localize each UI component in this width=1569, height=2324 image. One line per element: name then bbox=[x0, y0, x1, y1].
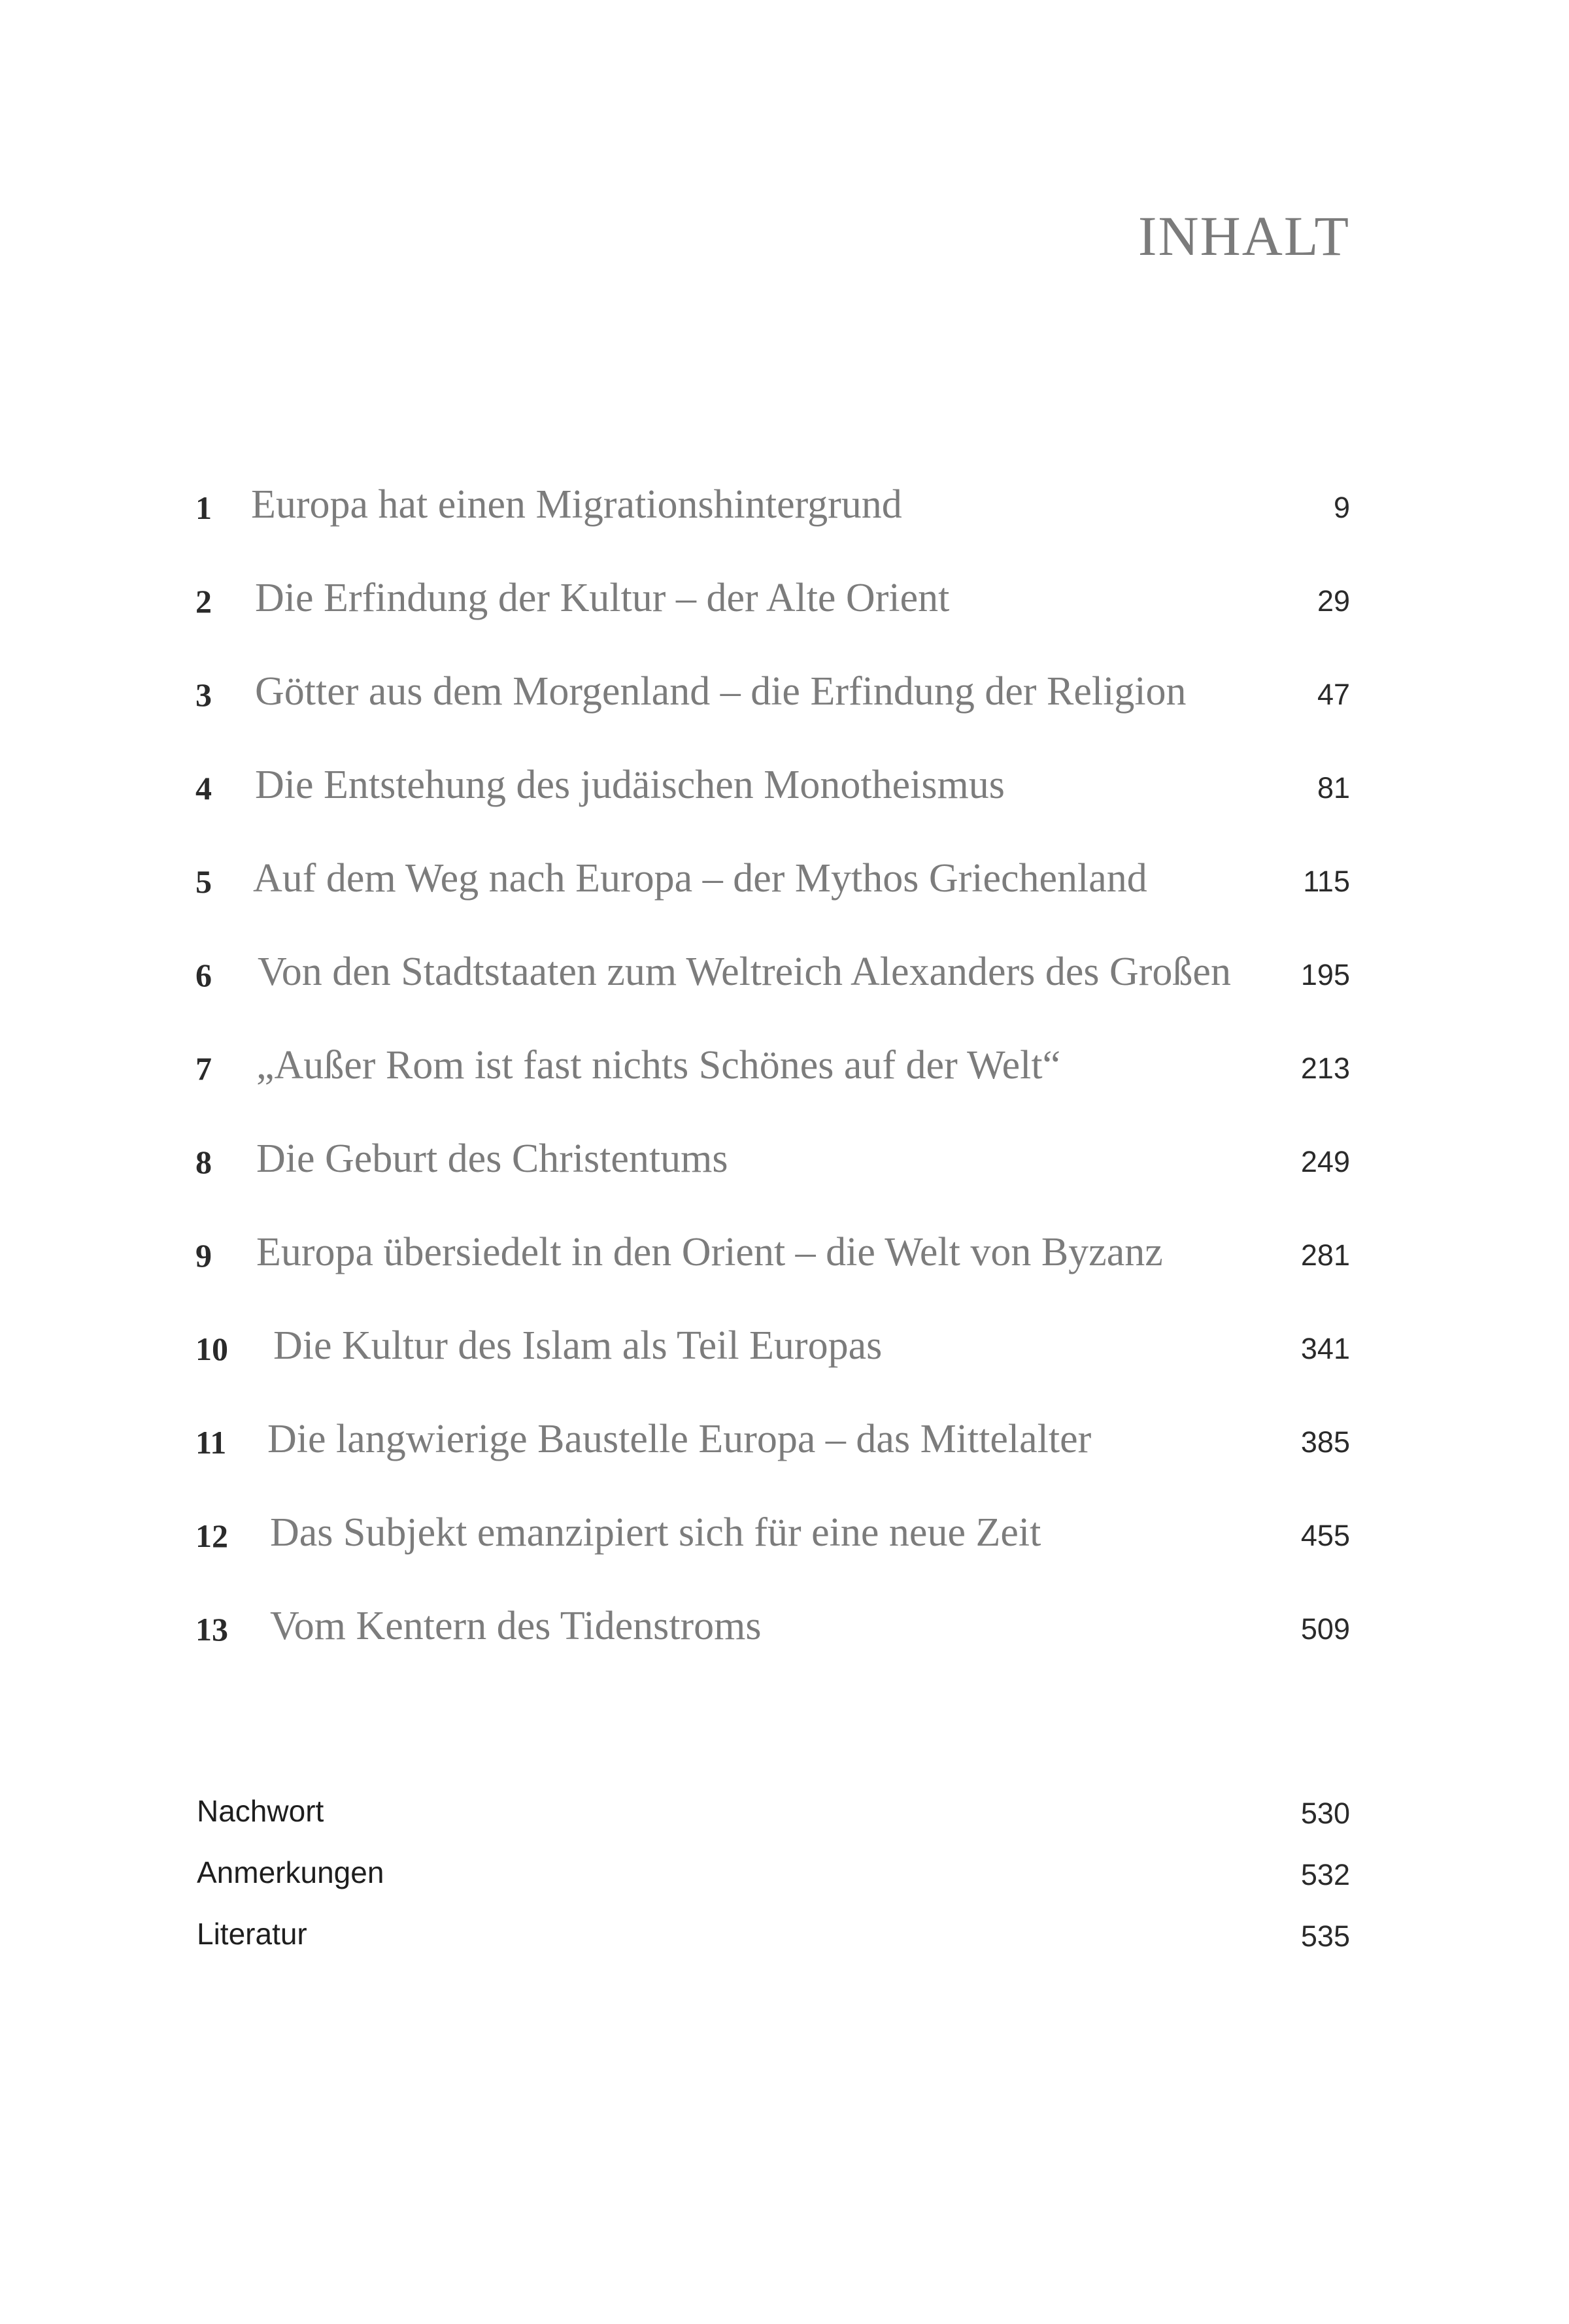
back-matter-list bbox=[197, 1796, 1350, 1980]
chapter-title: Die langwierige Baustelle Europa – das Mittelalter bbox=[267, 1417, 1092, 1461]
chapter-title: Götter aus dem Morgenland – die Erfindung der Religion bbox=[255, 669, 1187, 714]
toc-entry[interactable] bbox=[195, 1510, 1350, 1604]
page-title: INHALT bbox=[1138, 205, 1350, 267]
back-matter-entry[interactable] bbox=[197, 1919, 1350, 1980]
chapter-title: Das Subjekt emanzipiert sich für eine neue Zeit bbox=[270, 1510, 1041, 1555]
chapter-page-number: 115 bbox=[1303, 865, 1350, 898]
back-matter-label: Nachwort bbox=[197, 1794, 324, 1828]
chapter-page-number: 509 bbox=[1300, 1612, 1350, 1646]
chapter-number: 1 bbox=[195, 490, 212, 526]
toc-entry[interactable] bbox=[195, 1417, 1350, 1510]
back-matter-entry[interactable] bbox=[197, 1857, 1350, 1919]
toc-entry[interactable] bbox=[195, 1323, 1350, 1417]
back-matter-page-number: 535 bbox=[1300, 1919, 1350, 1953]
chapter-number: 5 bbox=[195, 863, 212, 900]
chapter-number: 6 bbox=[195, 957, 212, 993]
chapter-number: 13 bbox=[195, 1611, 228, 1648]
chapter-list bbox=[195, 482, 1350, 1697]
chapter-number: 12 bbox=[195, 1518, 228, 1554]
chapter-title: Europa übersiedelt in den Orient – die Welt von Byzanz bbox=[256, 1230, 1163, 1274]
chapter-number: 7 bbox=[195, 1050, 212, 1087]
chapter-page-number: 195 bbox=[1300, 958, 1350, 991]
chapter-title: Europa hat einen Migrationshintergrund bbox=[251, 482, 902, 527]
toc-entry[interactable] bbox=[195, 763, 1350, 856]
chapter-number: 10 bbox=[195, 1331, 228, 1367]
chapter-title: Die Geburt des Christentums bbox=[256, 1137, 728, 1181]
chapter-number: 8 bbox=[195, 1144, 212, 1180]
toc-entry[interactable] bbox=[195, 576, 1350, 669]
chapter-number: 3 bbox=[195, 676, 212, 713]
chapter-number: 2 bbox=[195, 583, 212, 620]
chapter-number: 4 bbox=[195, 770, 212, 806]
toc-entry[interactable] bbox=[195, 1230, 1350, 1323]
toc-entry[interactable] bbox=[195, 950, 1350, 1043]
chapter-page-number: 9 bbox=[1333, 491, 1350, 524]
chapter-title: Von den Stadtstaaten zum Weltreich Alexanders des Großen bbox=[258, 950, 1231, 994]
toc-entry[interactable] bbox=[195, 669, 1350, 763]
chapter-page-number: 341 bbox=[1300, 1332, 1350, 1365]
chapter-page-number: 29 bbox=[1317, 584, 1350, 618]
chapter-title: Die Entstehung des judäischen Monotheismus bbox=[255, 763, 1005, 807]
back-matter-page-number: 532 bbox=[1300, 1858, 1350, 1891]
chapter-title: Auf dem Weg nach Europa – der Mythos Griechenland bbox=[253, 856, 1147, 901]
chapter-page-number: 47 bbox=[1317, 678, 1350, 711]
chapter-title: Die Erfindung der Kultur – der Alte Orient bbox=[255, 576, 950, 620]
chapter-page-number: 455 bbox=[1300, 1519, 1350, 1552]
back-matter-label: Anmerkungen bbox=[197, 1855, 384, 1889]
chapter-title: „Außer Rom ist fast nichts Schönes auf der Welt“ bbox=[256, 1043, 1061, 1087]
toc-entry[interactable] bbox=[195, 482, 1350, 576]
chapter-page-number: 249 bbox=[1300, 1145, 1350, 1178]
toc-entry[interactable] bbox=[195, 1604, 1350, 1697]
toc-entry[interactable] bbox=[195, 856, 1350, 950]
chapter-title: Die Kultur des Islam als Teil Europas bbox=[273, 1323, 883, 1368]
chapter-page-number: 81 bbox=[1317, 771, 1350, 805]
chapter-page-number: 385 bbox=[1300, 1425, 1350, 1459]
chapter-number: 11 bbox=[195, 1424, 227, 1461]
chapter-page-number: 213 bbox=[1300, 1052, 1350, 1085]
toc-entry[interactable] bbox=[195, 1043, 1350, 1137]
back-matter-entry[interactable] bbox=[197, 1796, 1350, 1857]
chapter-number: 9 bbox=[195, 1237, 212, 1274]
back-matter-label: Literatur bbox=[197, 1917, 307, 1951]
chapter-page-number: 281 bbox=[1300, 1238, 1350, 1272]
toc-entry[interactable] bbox=[195, 1137, 1350, 1230]
chapter-title: Vom Kentern des Tidenstroms bbox=[270, 1604, 762, 1648]
back-matter-page-number: 530 bbox=[1300, 1797, 1350, 1830]
